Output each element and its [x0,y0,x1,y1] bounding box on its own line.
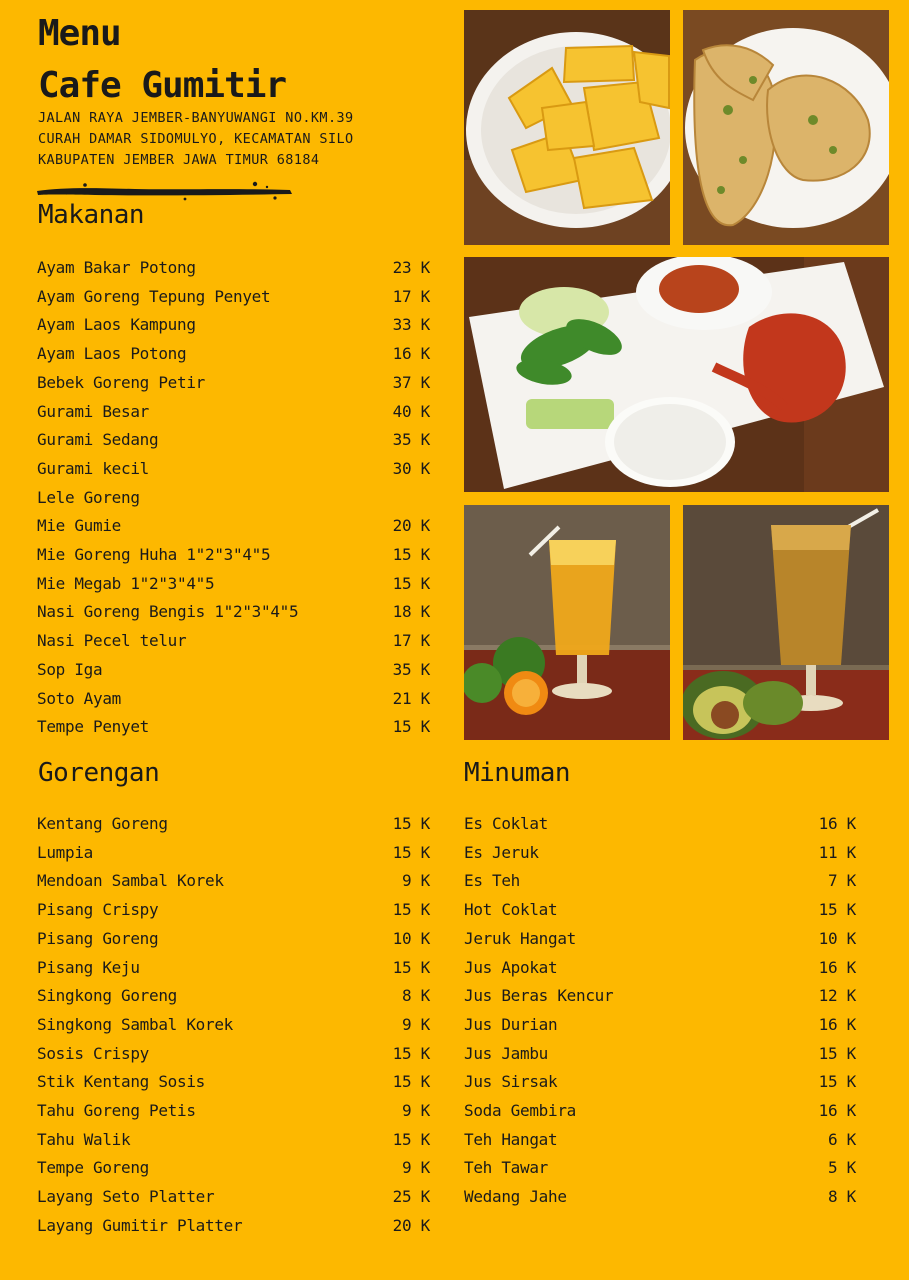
menu-item-price: 9 K [402,871,430,891]
menu-item-name: Jus Jambu [464,1043,548,1063]
menu-item-price: 15 K [392,1129,430,1149]
menu-item-price: 35 K [392,430,430,450]
menu-item-name: Lumpia [37,842,93,862]
makanan-item [37,512,430,540]
menu-item-name: Stik Kentang Sosis [37,1072,205,1092]
menu-item-name: Gurami Besar [37,401,149,421]
section-title-minuman: Minuman [464,758,571,788]
menu-item-price: 9 K [402,1014,430,1034]
gorengan-item [37,1040,430,1068]
photo-chicken-penyet-plate [464,257,889,492]
minuman-item [464,1126,856,1154]
photo-avocado-juice [683,505,889,740]
menu-item-price: 17 K [392,631,430,651]
gorengan-item [37,896,430,924]
menu-item-name: Sosis Crispy [37,1043,149,1063]
cafe-address [38,108,354,171]
menu-item-name: Singkong Sambal Korek [37,1014,233,1034]
menu-item-name: Mie Megab 1"2"3"4"5 [37,573,215,593]
gorengan-item [37,1011,430,1039]
menu-item-price: 8 K [828,1187,856,1207]
makanan-item [37,254,430,282]
minuman-item [464,1097,856,1125]
menu-item-name: Ayam Bakar Potong [37,258,196,277]
minuman-item [464,1040,856,1068]
gorengan-item [37,1154,430,1182]
photo-orange-juice [464,505,670,740]
menu-item-price: 15 K [392,900,430,920]
menu-item-name: Pisang Keju [37,957,140,977]
gorengan-item [37,1068,430,1096]
menu-item-price: 11 K [818,842,856,862]
makanan-item [37,369,430,397]
minuman-item [464,896,856,924]
makanan-item [37,340,430,368]
menu-item-price: 10 K [392,928,430,948]
minuman-item [464,1068,856,1096]
menu-item-price: 15 K [818,1072,856,1092]
menu-item-name: Es Teh [464,871,520,891]
makanan-item [37,455,430,483]
menu-item-price: 15 K [392,573,430,593]
gorengan-item [37,1212,430,1240]
menu-item-name: Ayam Goreng Tepung Penyet [37,286,271,306]
makanan-item [37,426,430,454]
menu-item-name: Jeruk Hangat [464,928,576,948]
minuman-item [464,1183,856,1211]
menu-item-price: 33 K [392,315,430,335]
menu-item-name: Jus Durian [464,1014,558,1034]
menu-item-name: Jus Beras Kencur [464,986,614,1006]
menu-item-price: 15 K [392,545,430,564]
menu-item-name: Nasi Goreng Bengis 1"2"3"4"5 [37,602,299,622]
menu-item-name: Teh Hangat [464,1129,558,1149]
makanan-item [37,484,430,512]
menu-item-price: 16 K [818,1101,856,1120]
menu-item-price: 15 K [392,957,430,977]
minuman-item [464,982,856,1010]
makanan-item [37,570,430,598]
menu-item-price: 15 K [392,1043,430,1063]
menu-item-price: 16 K [818,814,856,833]
menu-item-price: 12 K [818,986,856,1006]
menu-item-name: Sop Iga [37,659,103,679]
address-line: CURAH DAMAR SIDOMULYO, KECAMATAN SILO [38,131,354,147]
menu-item-price: 23 K [392,258,430,277]
gorengan-item [37,810,430,838]
minuman-item [464,925,856,953]
menu-item-name: Wedang Jahe [464,1187,567,1207]
menu-item-name: Nasi Pecel telur [37,631,187,651]
menu-item-price: 9 K [402,1101,430,1120]
gorengan-item [37,982,430,1010]
photo-fried-tempeh [683,10,889,245]
menu-item-price: 15 K [392,717,430,737]
menu-item-price: 7 K [828,871,856,891]
menu-item-price: 5 K [828,1158,856,1178]
menu-item-name: Layang Gumitir Platter [37,1215,243,1235]
brush-stroke-divider [35,180,295,202]
menu-item-price: 25 K [392,1187,430,1207]
makanan-item [37,283,430,311]
title-line-menu: Menu [38,13,121,54]
menu-item-name: Hot Coklat [464,900,558,920]
menu-item-price: 35 K [392,659,430,679]
address-line: KABUPATEN JEMBER JAWA TIMUR 68184 [38,152,320,168]
menu-item-name: Teh Tawar [464,1158,548,1178]
makanan-item [37,398,430,426]
menu-item-name: Mie Goreng Huha 1"2"3"4"5 [37,545,271,564]
menu-item-name: Pisang Crispy [37,900,159,920]
makanan-item [37,598,430,626]
section-title-gorengan: Gorengan [38,758,160,788]
menu-item-name: Mie Gumie [37,516,121,536]
menu-item-price: 15 K [818,900,856,920]
menu-item-name: Jus Apokat [464,957,558,977]
menu-item-name: Tahu Goreng Petis [37,1101,196,1120]
title-line-cafe-name: Cafe Gumitir [38,65,287,106]
makanan-item [37,685,430,713]
menu-item-price: 15 K [392,1072,430,1092]
menu-item-price: 17 K [392,286,430,306]
menu-item-name: Soto Ayam [37,688,121,708]
menu-item-name: Lele Goreng [37,487,140,507]
menu-item-price: 15 K [818,1043,856,1063]
menu-item-name: Ayam Laos Kampung [37,315,196,335]
gorengan-item [37,1183,430,1211]
menu-item-price: 16 K [818,957,856,977]
menu-item-name: Layang Seto Platter [37,1187,215,1207]
makanan-item [37,541,430,569]
menu-item-name: Mendoan Sambal Korek [37,871,224,891]
photo-fried-cassava [464,10,670,245]
menu-item-name: Tahu Walik [37,1129,131,1149]
menu-item-name: Ayam Laos Potong [37,344,187,364]
menu-item-price: 20 K [392,516,430,536]
menu-item-price: 6 K [828,1129,856,1149]
makanan-item [37,656,430,684]
menu-item-price: 18 K [392,602,430,622]
menu-item-price: 16 K [818,1014,856,1034]
gorengan-item [37,925,430,953]
menu-item-price: 9 K [402,1158,430,1178]
menu-item-price: 37 K [392,372,430,392]
menu-item-name: Tempe Penyet [37,717,149,737]
minuman-item [464,954,856,982]
gorengan-item [37,867,430,895]
cafe-title [38,8,286,112]
section-title-makanan: Makanan [38,200,145,230]
menu-item-name: Gurami kecil [37,458,149,478]
menu-item-name: Pisang Goreng [37,928,159,948]
menu-item-price: 15 K [392,842,430,862]
minuman-item [464,810,856,838]
gorengan-item [37,839,430,867]
minuman-item [464,1011,856,1039]
gorengan-item [37,1097,430,1125]
menu-item-price: 30 K [392,458,430,478]
menu-item-name: Kentang Goreng [37,814,168,833]
minuman-item [464,867,856,895]
menu-item-price: 10 K [818,928,856,948]
menu-item-name: Es Jeruk [464,842,539,862]
menu-item-name: Bebek Goreng Petir [37,372,205,392]
menu-item-price: 16 K [392,344,430,364]
address-line: JALAN RAYA JEMBER-BANYUWANGI NO.KM.39 [38,110,354,126]
gorengan-item [37,1126,430,1154]
makanan-item [37,311,430,339]
menu-item-name: Es Coklat [464,814,548,833]
menu-item-price: 8 K [402,986,430,1006]
gorengan-item [37,954,430,982]
menu-item-name: Tempe Goreng [37,1158,149,1178]
menu-item-price: 21 K [392,688,430,708]
makanan-item [37,627,430,655]
minuman-item [464,839,856,867]
menu-item-price: 20 K [392,1215,430,1235]
menu-item-name: Jus Sirsak [464,1072,558,1092]
makanan-item [37,713,430,741]
menu-item-price: 15 K [392,814,430,833]
minuman-item [464,1154,856,1182]
menu-item-name: Gurami Sedang [37,430,159,450]
menu-item-name: Singkong Goreng [37,986,177,1006]
menu-item-name: Soda Gembira [464,1101,576,1120]
menu-item-price: 40 K [392,401,430,421]
